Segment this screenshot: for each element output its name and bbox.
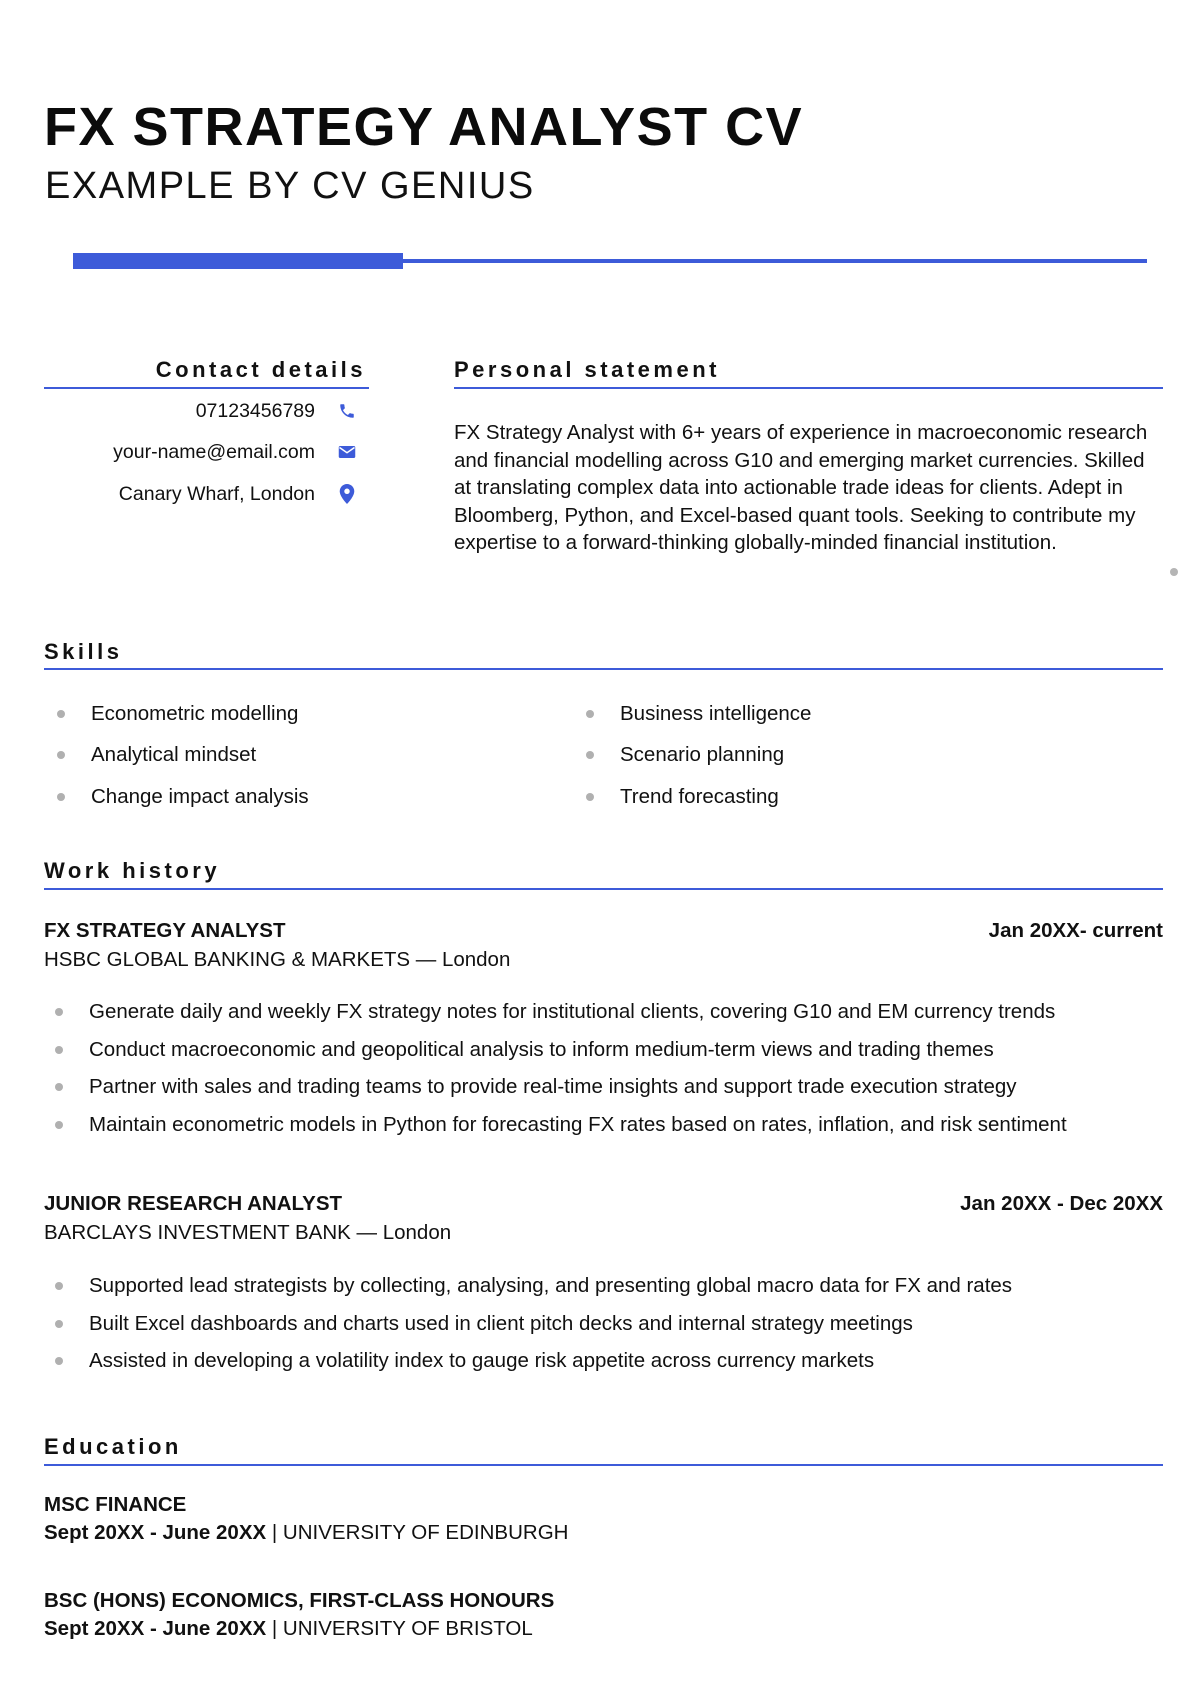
education-details xyxy=(44,1521,568,1545)
contact-heading: Contact details xyxy=(155,357,366,382)
job-dates: Jan 20XX - Dec 20XX xyxy=(960,1192,1163,1215)
contact-divider xyxy=(44,387,369,389)
job-title: FX STRATEGY ANALYST xyxy=(44,919,286,942)
decorative-dot xyxy=(1170,568,1178,576)
bullet-dot xyxy=(55,1357,63,1365)
bullet-dot xyxy=(586,751,594,759)
personal-statement-divider xyxy=(454,387,1163,389)
bullet-dot xyxy=(57,793,65,801)
skill-item: Trend forecasting xyxy=(586,783,779,811)
education-institution: UNIVERSITY OF EDINBURGH xyxy=(282,1521,569,1544)
header-accent-line xyxy=(400,259,1147,263)
skills-heading: Skills xyxy=(44,639,123,664)
phone-text[interactable]: 07123456789 xyxy=(195,399,315,422)
education-degree: MSC FINANCE xyxy=(44,1493,187,1516)
job-bullet: Built Excel dashboards and charts used in client pitch decks and internal strategy meetings xyxy=(55,1310,913,1338)
job-bullet: Supported lead strategists by collecting, analysing, and presenting global macro data for FX and rates xyxy=(55,1272,1012,1300)
email-text[interactable]: your-name@email.com xyxy=(113,440,315,463)
education-degree: BSC (HONS) ECONOMICS, FIRST-CLASS HONOURS xyxy=(44,1589,555,1612)
location-pin-icon xyxy=(337,484,357,504)
skill-item: Scenario planning xyxy=(586,741,784,769)
bullet-dot xyxy=(586,793,594,801)
job-bullet: Maintain econometric models in Python for forecasting FX rates based on rates, inflation, and risk sentiment xyxy=(55,1111,1067,1139)
cv-title: FX STRATEGY ANALYST CV xyxy=(44,97,804,157)
contact-email xyxy=(113,439,357,465)
job-bullet: Generate daily and weekly FX strategy notes for institutional clients, covering G10 and EM currency trends xyxy=(55,998,1055,1026)
skills-divider xyxy=(44,668,1163,670)
education-divider xyxy=(44,1464,1163,1466)
skill-item: Change impact analysis xyxy=(57,783,309,811)
job-company: HSBC GLOBAL BANKING & MARKETS — London xyxy=(44,948,511,971)
education-details xyxy=(44,1617,533,1641)
location-text: Canary Wharf, London xyxy=(118,482,315,505)
personal-statement-text: FX Strategy Analyst with 6+ years of experience in macroeconomic research and financial modelling across G10 and emerging market currencies. Skilled at translating complex data into actionable trade ideas for clients. Adept in Bloomberg, Python, and Excel-based quant tools. Seeking to contribute my expertise to a forward-thinking globally-minded financial institution. xyxy=(454,421,1148,555)
education-institution: UNIVERSITY OF BRISTOL xyxy=(282,1617,533,1640)
education-separator: | xyxy=(271,1521,278,1544)
phone-icon xyxy=(337,401,357,421)
bullet-dot xyxy=(55,1083,63,1091)
education-heading: Education xyxy=(44,1434,182,1459)
work-history-heading: Work history xyxy=(44,858,221,883)
bullet-dot xyxy=(55,1008,63,1016)
job-title: JUNIOR RESEARCH ANALYST xyxy=(44,1192,343,1215)
envelope-icon xyxy=(337,442,357,462)
work-history-divider xyxy=(44,888,1163,890)
cv-subtitle: EXAMPLE BY CV GENIUS xyxy=(45,165,535,207)
bullet-dot xyxy=(55,1046,63,1054)
bullet-dot xyxy=(55,1282,63,1290)
skill-item: Business intelligence xyxy=(586,700,811,728)
skill-item: Analytical mindset xyxy=(57,741,256,769)
bullet-dot xyxy=(57,751,65,759)
contact-phone xyxy=(196,398,357,424)
job-bullet: Assisted in developing a volatility index to gauge risk appetite across currency markets xyxy=(55,1347,874,1375)
bullet-dot xyxy=(57,710,65,718)
job-bullet: Conduct macroeconomic and geopolitical analysis to inform medium-term views and trading themes xyxy=(55,1036,994,1064)
education-dates: Sept 20XX - June 20XX xyxy=(44,1617,267,1640)
job-bullet: Partner with sales and trading teams to provide real-time insights and support trade execution strategy xyxy=(55,1073,1017,1101)
skill-item: Econometric modelling xyxy=(57,700,298,728)
education-dates: Sept 20XX - June 20XX xyxy=(44,1521,267,1544)
education-separator: | xyxy=(271,1617,278,1640)
job-company: BARCLAYS INVESTMENT BANK — London xyxy=(44,1221,452,1244)
bullet-dot xyxy=(55,1121,63,1129)
bullet-dot xyxy=(586,710,594,718)
bullet-dot xyxy=(55,1320,63,1328)
contact-location xyxy=(119,481,357,507)
personal-statement-heading: Personal statement xyxy=(454,357,720,382)
job-dates: Jan 20XX- current xyxy=(988,919,1163,942)
header-accent-bar xyxy=(73,253,403,269)
